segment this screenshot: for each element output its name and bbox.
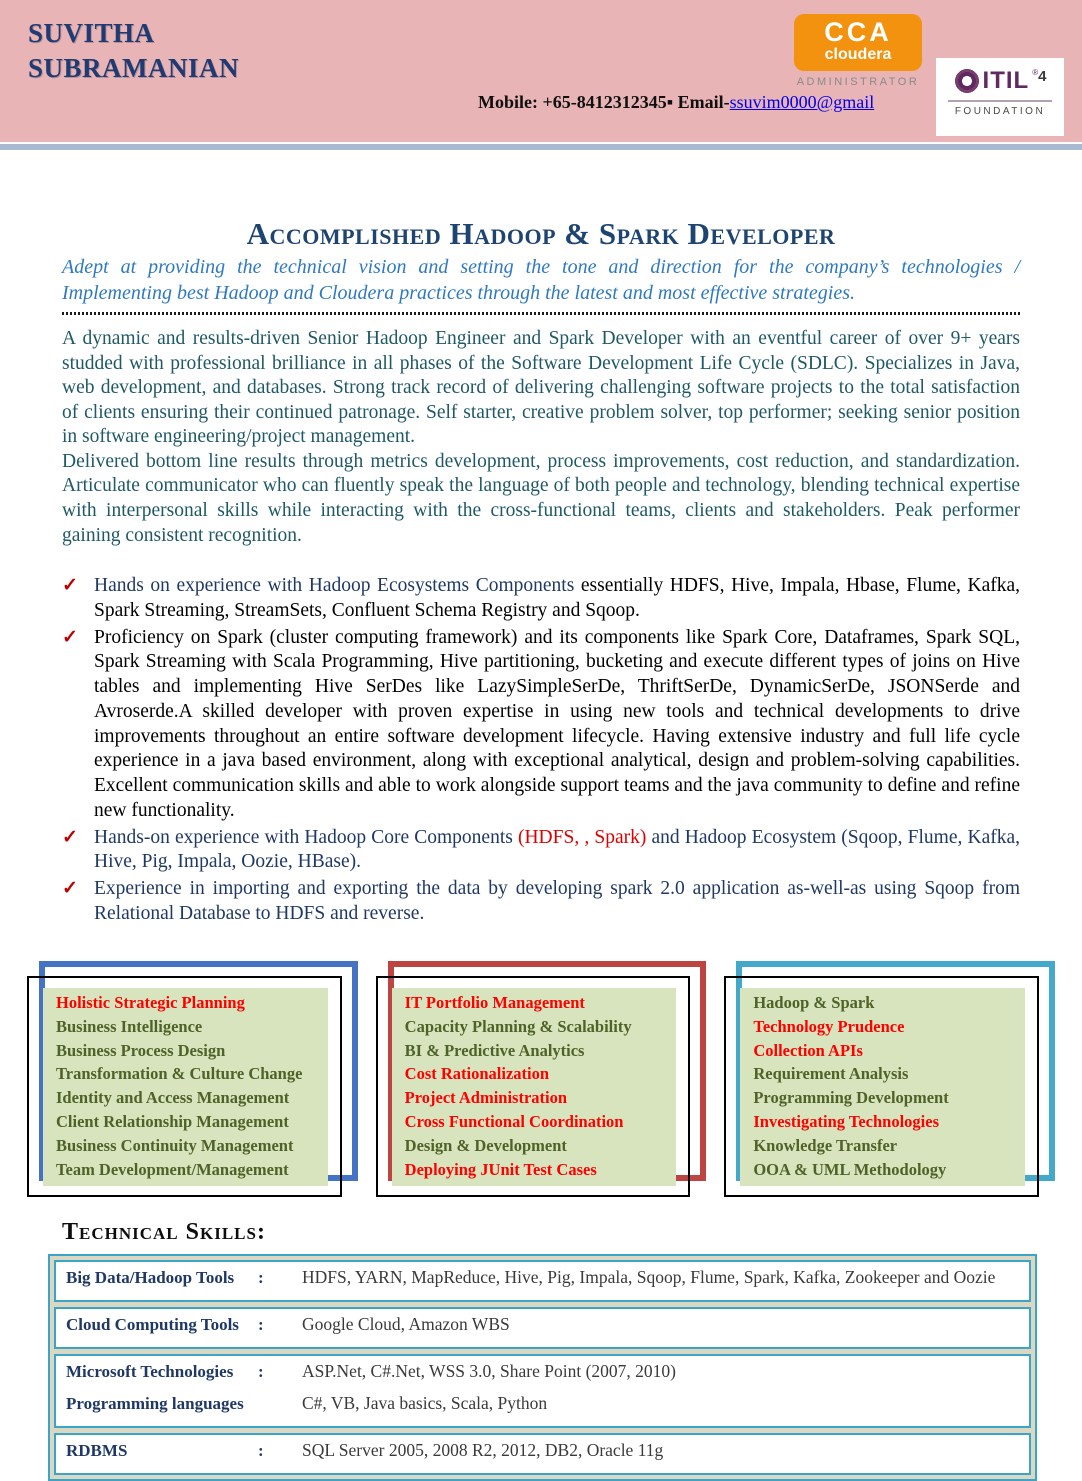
skill-item: Deploying JUnit Test Cases [404, 1159, 597, 1179]
bullet-text [94, 877, 1020, 927]
document-body [0, 216, 1082, 1481]
itil-divider [948, 100, 1052, 102]
cca-logo [794, 14, 922, 71]
competency-boxes [25, 961, 1057, 1199]
highlights-list [62, 574, 1020, 927]
skill-list [740, 988, 1025, 1186]
itil-swirl-icon [954, 68, 980, 94]
itil-caption: FOUNDATION [954, 106, 1046, 117]
skill-item: Hadoop & Spark [753, 992, 875, 1012]
text-segment: and Hadoop Ecosystem (Sqoop, Flume, Kafka, Hive, Pig, Impala, Oozie, HBase). [94, 826, 1021, 873]
row-value: C#, VB, Java basics, Scala, Python [302, 1392, 548, 1413]
skill-item: Business Intelligence [56, 1016, 203, 1036]
mobile-number: +65-8412312345 [542, 92, 667, 112]
bullet-text [94, 626, 1020, 824]
table-row [54, 1433, 1031, 1475]
table-row-line [66, 1312, 1019, 1344]
separator-dot: ▪ [666, 92, 674, 112]
row-colon: : [258, 1361, 264, 1381]
table-row-line [66, 1265, 1019, 1297]
cloudera-wordmark: cloudera [824, 46, 892, 63]
skill-item: Transformation & Culture Change [56, 1064, 303, 1084]
skill-item: Programming Development [753, 1088, 949, 1108]
name-line-1: SUVITHA [28, 18, 155, 48]
row-colon: : [258, 1314, 264, 1334]
technical-skills-table [48, 1254, 1037, 1481]
mobile-label: Mobile: [478, 92, 538, 112]
table-row-line [66, 1438, 1019, 1470]
name-line-2: SUBRAMANIAN [28, 53, 240, 84]
skill-item: Team Development/Management [56, 1159, 289, 1179]
skill-item: Business Continuity Management [56, 1135, 294, 1155]
registered-mark: ® [1032, 67, 1039, 77]
text-segment: Hands-on experience with Hadoop Core Components [94, 826, 518, 848]
list-item [62, 826, 1020, 876]
bullet-text [94, 826, 1020, 876]
skill-item: Knowledge Transfer [753, 1135, 898, 1155]
email-label: Email- [677, 92, 730, 112]
skill-item: Investigating Technologies [753, 1112, 940, 1132]
tagline: Adept at providing the technical vision and setting the tone and direction for the company’s technologies / Implementing best Hadoop and Cloudera practices through the latest and most effective strategies. [62, 256, 1020, 304]
cca-cloudera-badge [794, 14, 922, 88]
cca-caption: ADMINISTRATOR [796, 75, 920, 88]
text-segment: Experience in importing and exporting the data by developing spark 2.0 application as-well-as using Sqoop from Relational Database to HDFS and reverse. [94, 878, 1020, 924]
row-label: Big Data/Hadoop Tools [66, 1267, 235, 1287]
skill-item: Project Administration [404, 1088, 568, 1108]
row-label: Programming languages [66, 1393, 244, 1413]
skill-item: Business Process Design [56, 1040, 226, 1060]
skill-item: Technology Prudence [753, 1016, 905, 1036]
row-colon: : [258, 1440, 264, 1460]
text-segment: Proficiency on Spark (cluster computing framework) and its components like Spark Core, Dataframes, Spark SQL, Spark Streaming with Scala Programming, Hive partitioning, bucketing and execute different types of joins on Hive tables and implementing Hive SerDes like LazySimpleSerDe, ThriftSerDe, DynamicSerDe, JSONSerde and Avroserde.A skilled developer with proven expertise in using new tools and technical developments to drive improvements throughout an entire software development lifecycle. Having extensive industry and full life cycle experience in a java based environment, along with exceptional analytical, design and problem-solving capabilities. Excellent communication skills and able to work alongside support teams and the java community to define and refine new functionality. [94, 626, 1020, 821]
technical-skills-heading: Technical Skills: [62, 1218, 266, 1245]
competency-box-technology [722, 961, 1057, 1199]
itil-badge [936, 58, 1064, 136]
summary-paragraph-1: A dynamic and results-driven Senior Hadoop Engineer and Spark Developer with an eventful career of over 9+ years studded with professional brilliance in all phases of the Software Development Life Cycle (SDLC). Specializes in Java, web development, and databases. Strong track record of delivering challenging software projects to the total satisfaction of clients ensuring their continued patronage. Self starter, creative problem solver, top performer; seeking senior position in software engineering/project management. [62, 328, 1020, 448]
text-segment: essentially HDFS, Hive, Impala, Hbase, Flume, Kafka, Spark Streaming, StreamSets, Confluent Schema Registry and Sqoop. [94, 575, 1021, 621]
skill-item: Capacity Planning & Scalability [404, 1016, 632, 1036]
list-item [62, 574, 1020, 624]
checkmark-icon: ✓ [62, 878, 78, 900]
itil-wordmark: ITIL [982, 67, 1030, 94]
row-label: Microsoft Technologies [66, 1361, 234, 1381]
header [0, 0, 1082, 142]
table-row [54, 1260, 1031, 1302]
skill-item: BI & Predictive Analytics [404, 1040, 585, 1060]
skill-item: IT Portfolio Management [404, 992, 585, 1012]
skill-item: Design & Development [404, 1135, 567, 1155]
text-segment: Hands on experience with Hadoop Ecosystems Components [94, 575, 581, 597]
checkmark-icon: ✓ [62, 575, 78, 597]
table-row [54, 1307, 1031, 1349]
itil-logo-row [936, 67, 1064, 95]
summary-paragraph-2: Delivered bottom line results through metrics development, process improvements, cost reduction, and standardization. Articulate communicator who can fluently speak the language of both people and technology, blending technical expertise with interpersonal skills while interacting with the cross-functional teams, clients and stakeholders. Peak performer gaining consistent recognition. [62, 450, 1020, 546]
skill-list [43, 988, 328, 1186]
dotted-divider [62, 312, 1020, 315]
skill-item: Requirement Analysis [753, 1064, 909, 1084]
skill-item: Identity and Access Management [56, 1088, 290, 1108]
email-link[interactable]: ssuvim0000@gmail [729, 92, 875, 112]
text-segment: (HDFS, , Spark) [517, 826, 647, 848]
row-label: RDBMS [66, 1440, 128, 1460]
table-row-line [66, 1391, 1019, 1423]
bullet-text [94, 574, 1020, 624]
skill-list [392, 988, 677, 1186]
table-row [54, 1354, 1031, 1428]
itil-version [1032, 68, 1046, 85]
competency-box-strategy [25, 961, 360, 1199]
cca-acronym: CCA [824, 17, 892, 47]
row-value: SQL Server 2005, 2008 R2, 2012, DB2, Oracle 11g [302, 1439, 664, 1460]
skill-item: Client Relationship Management [56, 1112, 289, 1132]
itil-version-number: 4 [1038, 67, 1047, 85]
row-label: Cloud Computing Tools [66, 1314, 239, 1334]
row-value: Google Cloud, Amazon WBS [302, 1313, 510, 1334]
skill-item: Holistic Strategic Planning [56, 992, 245, 1012]
list-item [62, 877, 1020, 927]
row-colon: : [258, 1267, 264, 1287]
competency-box-management [374, 961, 709, 1199]
contact-line [478, 92, 874, 113]
skill-item: Cost Rationalization [404, 1064, 550, 1084]
row-value: ASP.Net, C#.Net, WSS 3.0, Share Point (2007, 2010) [302, 1360, 676, 1381]
list-item [62, 626, 1020, 824]
row-value: HDFS, YARN, MapReduce, Hive, Pig, Impala, Sqoop, Flume, Spark, Kafka, Zookeeper and Oozie [302, 1266, 996, 1287]
page-title: Accomplished Hadoop & Spark Developer [246, 216, 836, 251]
checkmark-icon: ✓ [62, 626, 78, 648]
skill-item: Cross Functional Coordination [404, 1112, 624, 1132]
table-row-line [66, 1359, 1019, 1391]
skill-item: OOA & UML Methodology [753, 1159, 947, 1179]
skill-item: Collection APIs [753, 1040, 863, 1060]
checkmark-icon: ✓ [62, 826, 78, 848]
header-divider [0, 142, 1082, 150]
